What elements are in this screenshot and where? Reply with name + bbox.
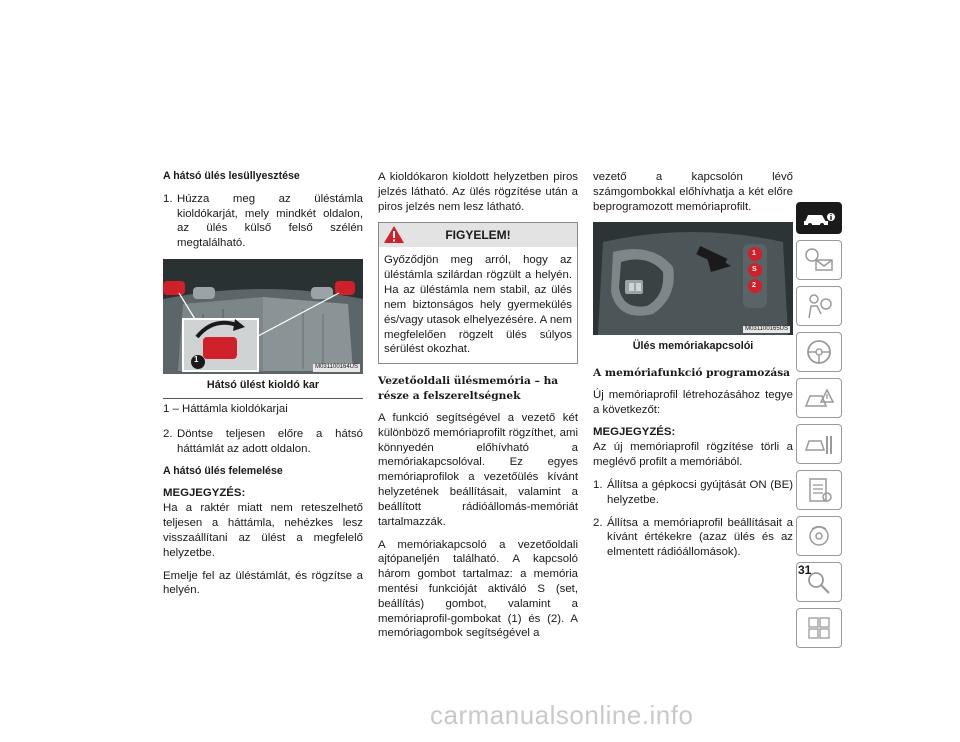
- warning-box: [378, 222, 578, 364]
- watermark: carmanualsonline.info: [430, 700, 694, 730]
- figure-code: M031100164US: [315, 364, 358, 371]
- warning-lights-icon: [803, 246, 835, 274]
- multimedia-icon: [803, 522, 835, 550]
- heading-raise-rear-seat: A hátsó ülés felemelése: [163, 464, 283, 477]
- figure-marker-1: 1: [194, 355, 199, 365]
- column-3: [593, 170, 793, 568]
- tab-specifications[interactable]: [796, 470, 842, 510]
- note-title: MEGJEGYZÉS:: [593, 426, 676, 439]
- step-1: [593, 478, 793, 508]
- specifications-icon: [803, 476, 835, 504]
- step-number: 2.: [163, 427, 173, 440]
- service-car-icon: [803, 430, 835, 458]
- chapter-tabs: [796, 202, 842, 654]
- note-text: Az új memóriaprofil rögzítése törli a meglévő profilt a memóriából.: [593, 441, 793, 469]
- tab-driving[interactable]: [796, 332, 842, 372]
- figure-code: M031100165US: [745, 325, 788, 332]
- paragraph: Emelje fel az üléstámlát, és rögzítse a helyén.: [163, 569, 363, 597]
- heading-memory-programming: A memóriafunkció programozása: [593, 366, 791, 379]
- memory-button-1: 1: [752, 250, 756, 258]
- warning-title: FIGYELEM!: [445, 227, 511, 242]
- memory-button-2: 2: [752, 282, 756, 290]
- step-number: 1.: [593, 478, 603, 491]
- note-title: MEGJEGYZÉS:: [163, 487, 246, 500]
- warning-triangle-icon: [383, 225, 405, 244]
- tab-warning-lights[interactable]: [796, 240, 842, 280]
- warning-header: [379, 223, 577, 247]
- column-2: [378, 170, 578, 649]
- rear-seat-illustration: [163, 259, 363, 374]
- tab-safety[interactable]: [796, 286, 842, 326]
- steering-wheel-icon: [803, 338, 835, 366]
- step-text: Állítsa a memóriaprofil beállításait a kívánt értékekre (azaz ülés és az elmentett rádióállomások).: [607, 516, 793, 559]
- warning-text: Győződjön meg arról, hogy az üléstámla szilárdan rögzült a helyén. Ha az üléstámla nem stabil, az ülés nem biztonságos hely gyermekülés és/vagy utasok elhelyezésére. A nem megfelelően rögzelt ülés súlyos sérülést okozhat.: [384, 254, 572, 356]
- tab-emergency[interactable]: [796, 378, 842, 418]
- memory-switch-illustration: [593, 222, 793, 335]
- car-info-icon: [802, 208, 836, 228]
- rear-seat-release-figure: [163, 259, 363, 374]
- step-1: [163, 192, 363, 251]
- paragraph: A memóriakapcsoló a vezetőoldali ajtópaneljén található. A kapcsoló három gombot tartalmaz: a memória mentési funkcióját aktiváló S (set, beállítás) gombot, valamint a memóriaprofil-gombokat (1) és (2). A memóriagombok segítségével a: [378, 538, 578, 640]
- heading-driver-seat-memory: Vezetőoldali ülésmemória – ha része a felszereltségnek: [378, 375, 559, 402]
- step-2: [593, 516, 793, 560]
- figure-caption: Hátsó ülést kioldó kar: [206, 379, 320, 392]
- paragraph: A kioldókaron kioldott helyzetben piros jelzés látható. Az ülés rögzítése után a piros jelzés nem lesz látható.: [378, 171, 578, 213]
- step-number: 1.: [163, 192, 173, 205]
- note-text: Ha a raktér miatt nem reteszelhető teljesen a háttámla, nehézkes lesz visszaállítani az ülést a megfelelő helyzetbe.: [163, 502, 363, 559]
- paragraph: vezető a kapcsolón lévő számgombokkal előhívhatja a két előre beprogramozott memóriaprofilt.: [593, 171, 793, 213]
- page-number: 31: [798, 563, 812, 577]
- figure-caption: Ülés memóriakapcsolói: [632, 340, 754, 353]
- safety-airbag-icon: [803, 292, 835, 320]
- step-text: Döntse teljesen előre a hátsó háttámlát az adott oldalon.: [177, 427, 363, 455]
- step-text: Húzza meg az üléstámla kioldókarját, mely mindkét oldalon, az ülés külső felső szélén megtalálható.: [177, 192, 363, 250]
- heading-lower-rear-seat: A hátsó ülés lesüllyesztése: [163, 170, 300, 182]
- tab-service[interactable]: [796, 424, 842, 464]
- paragraph: Új memóriaprofil létrehozásához tegye a következőt:: [593, 388, 793, 416]
- tab-multimedia[interactable]: [796, 516, 842, 556]
- column-1: [163, 170, 363, 606]
- emergency-icon: [803, 384, 835, 412]
- step-text: Állítsa a gépkocsi gyújtását ON (BE) helyzetbe.: [607, 478, 793, 506]
- step-2: [163, 427, 363, 457]
- tab-car-info[interactable]: [796, 202, 842, 234]
- memory-button-set: S: [752, 266, 757, 274]
- figure-legend: 1 – Háttámla kioldókarjai: [163, 398, 363, 417]
- step-number: 2.: [593, 516, 603, 529]
- paragraph: A funkció segítségével a vezető két különböző memóriaprofilt rögzíthet, ami könnyedén előhívható a memóriakapcsolóval. Ez egyes memóriaprofilok a vezetőülés kívánt helyzetének beállításait, valamint a beállított rádióállomás-memóriát tartalmazzák.: [378, 411, 578, 528]
- memory-switch-figure: [593, 222, 793, 335]
- tab-index[interactable]: [796, 608, 842, 648]
- index-icon: [803, 614, 835, 642]
